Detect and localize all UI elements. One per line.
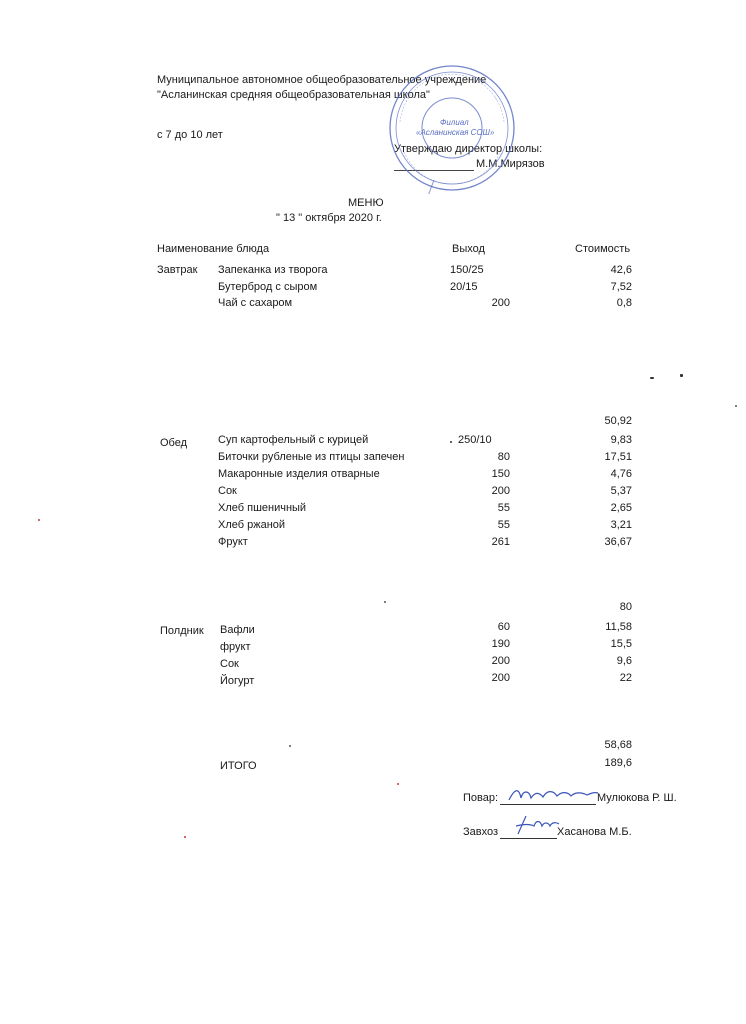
snack-item-name: Йогурт [220, 675, 255, 687]
snack-item-name: Вафли [220, 624, 255, 636]
breakfast-item-name: Запеканка из творога [218, 264, 328, 276]
scan-speck [735, 405, 737, 407]
breakfast-item-output: 200 [491, 297, 510, 309]
lunch-item-cost: 3,21 [610, 519, 632, 531]
snack-item-cost: 11,58 [605, 621, 632, 633]
lunch-item-output: 250/10 [458, 434, 492, 446]
stamp-text-line1: Филиал [440, 118, 469, 127]
lunch-item-name: Суп картофельный с курицей [218, 434, 369, 446]
total-value: 189,6 [604, 757, 632, 769]
scan-speck [38, 519, 40, 521]
snack-item-name: фрукт [220, 641, 251, 653]
storekeeper-signature-icon [512, 812, 562, 840]
cook-name: Мулюкова Р. Ш. [597, 792, 677, 804]
lunch-item-cost: 36,67 [604, 536, 632, 548]
meal-label-lunch: Обед [160, 437, 188, 449]
storekeeper-label: Завхоз [463, 826, 499, 838]
column-header-cost: Стоимость [575, 243, 631, 255]
menu-date: " 13 " октября 2020 г. [276, 212, 382, 224]
snack-item-output: 60 [497, 621, 510, 633]
breakfast-item-output: 20/15 [450, 281, 478, 293]
breakfast-item-name: Бутерброд с сыром [218, 281, 318, 293]
lunch-item-output: 261 [491, 536, 510, 548]
lunch-subtotal: 80 [619, 601, 632, 613]
lunch-item-cost: 4,76 [610, 468, 632, 480]
scan-speck [650, 377, 654, 379]
lunch-item-cost: 5,37 [610, 485, 632, 497]
age-group: с 7 до 10 лет [157, 129, 223, 141]
lunch-item-name: Фрукт [218, 536, 248, 548]
snack-item-output: 200 [491, 655, 510, 667]
breakfast-subtotal: 50,92 [604, 415, 632, 427]
stamp-text-line2: «Асланинская СОШ» [416, 128, 495, 137]
menu-title: МЕНЮ [348, 197, 384, 209]
breakfast-item-name: Чай с сахаром [218, 297, 293, 309]
scan-speck [289, 745, 291, 747]
director-name: М.М.Мирязов [476, 158, 545, 170]
meal-label-snack: Полдник [160, 625, 204, 637]
lunch-item-output: 55 [497, 502, 510, 514]
lunch-item-cost: 17,51 [604, 451, 632, 463]
lunch-item-name: Биточки рубленые из птицы запечен [218, 451, 405, 463]
snack-subtotal: 58,68 [604, 739, 632, 751]
lunch-item-output: 80 [497, 451, 510, 463]
lunch-item-output: 200 [491, 485, 510, 497]
lunch-item-cost: 2,65 [610, 502, 632, 514]
org-name-line1: Муниципальное автономное общеобразовательное учреждение [157, 74, 487, 86]
lunch-item-name: Хлеб ржаной [218, 519, 286, 531]
lunch-item-name: Макаронные изделия отварные [218, 468, 380, 480]
org-name-line2: "Асланинская средняя общеобразовательная школа" [157, 89, 430, 101]
cook-signature-icon [505, 784, 600, 806]
breakfast-item-cost: 0,8 [616, 297, 632, 309]
column-header-output: Выход [452, 243, 485, 255]
lunch-item-name: Сок [218, 485, 237, 497]
breakfast-item-cost: 42,6 [610, 264, 632, 276]
lunch-item-name: Хлеб пшеничный [218, 502, 307, 514]
scan-speck [184, 836, 186, 838]
storekeeper-name: Хасанова М.Б. [557, 826, 632, 838]
scan-speck [680, 374, 683, 377]
snack-item-output: 200 [491, 672, 510, 684]
meal-label-breakfast: Завтрак [157, 264, 198, 276]
scan-speck [450, 441, 452, 443]
lunch-item-cost: 9,83 [610, 434, 632, 446]
snack-item-output: 190 [491, 638, 510, 650]
snack-item-cost: 22 [619, 672, 632, 684]
breakfast-item-output: 150/25 [450, 264, 484, 276]
column-header-name: Наименование блюда [157, 243, 270, 255]
breakfast-item-cost: 7,52 [610, 281, 632, 293]
lunch-item-output: 150 [491, 468, 510, 480]
snack-item-cost: 9,6 [616, 655, 632, 667]
scan-speck [384, 601, 386, 603]
approval-text: Утверждаю директор школы: [394, 143, 543, 155]
total-label: ИТОГО [220, 760, 257, 772]
scan-speck [397, 783, 399, 785]
lunch-item-output: 55 [497, 519, 510, 531]
cook-label: Повар: [463, 792, 499, 804]
snack-item-cost: 15,5 [610, 638, 632, 650]
snack-item-name: Сок [220, 658, 239, 670]
